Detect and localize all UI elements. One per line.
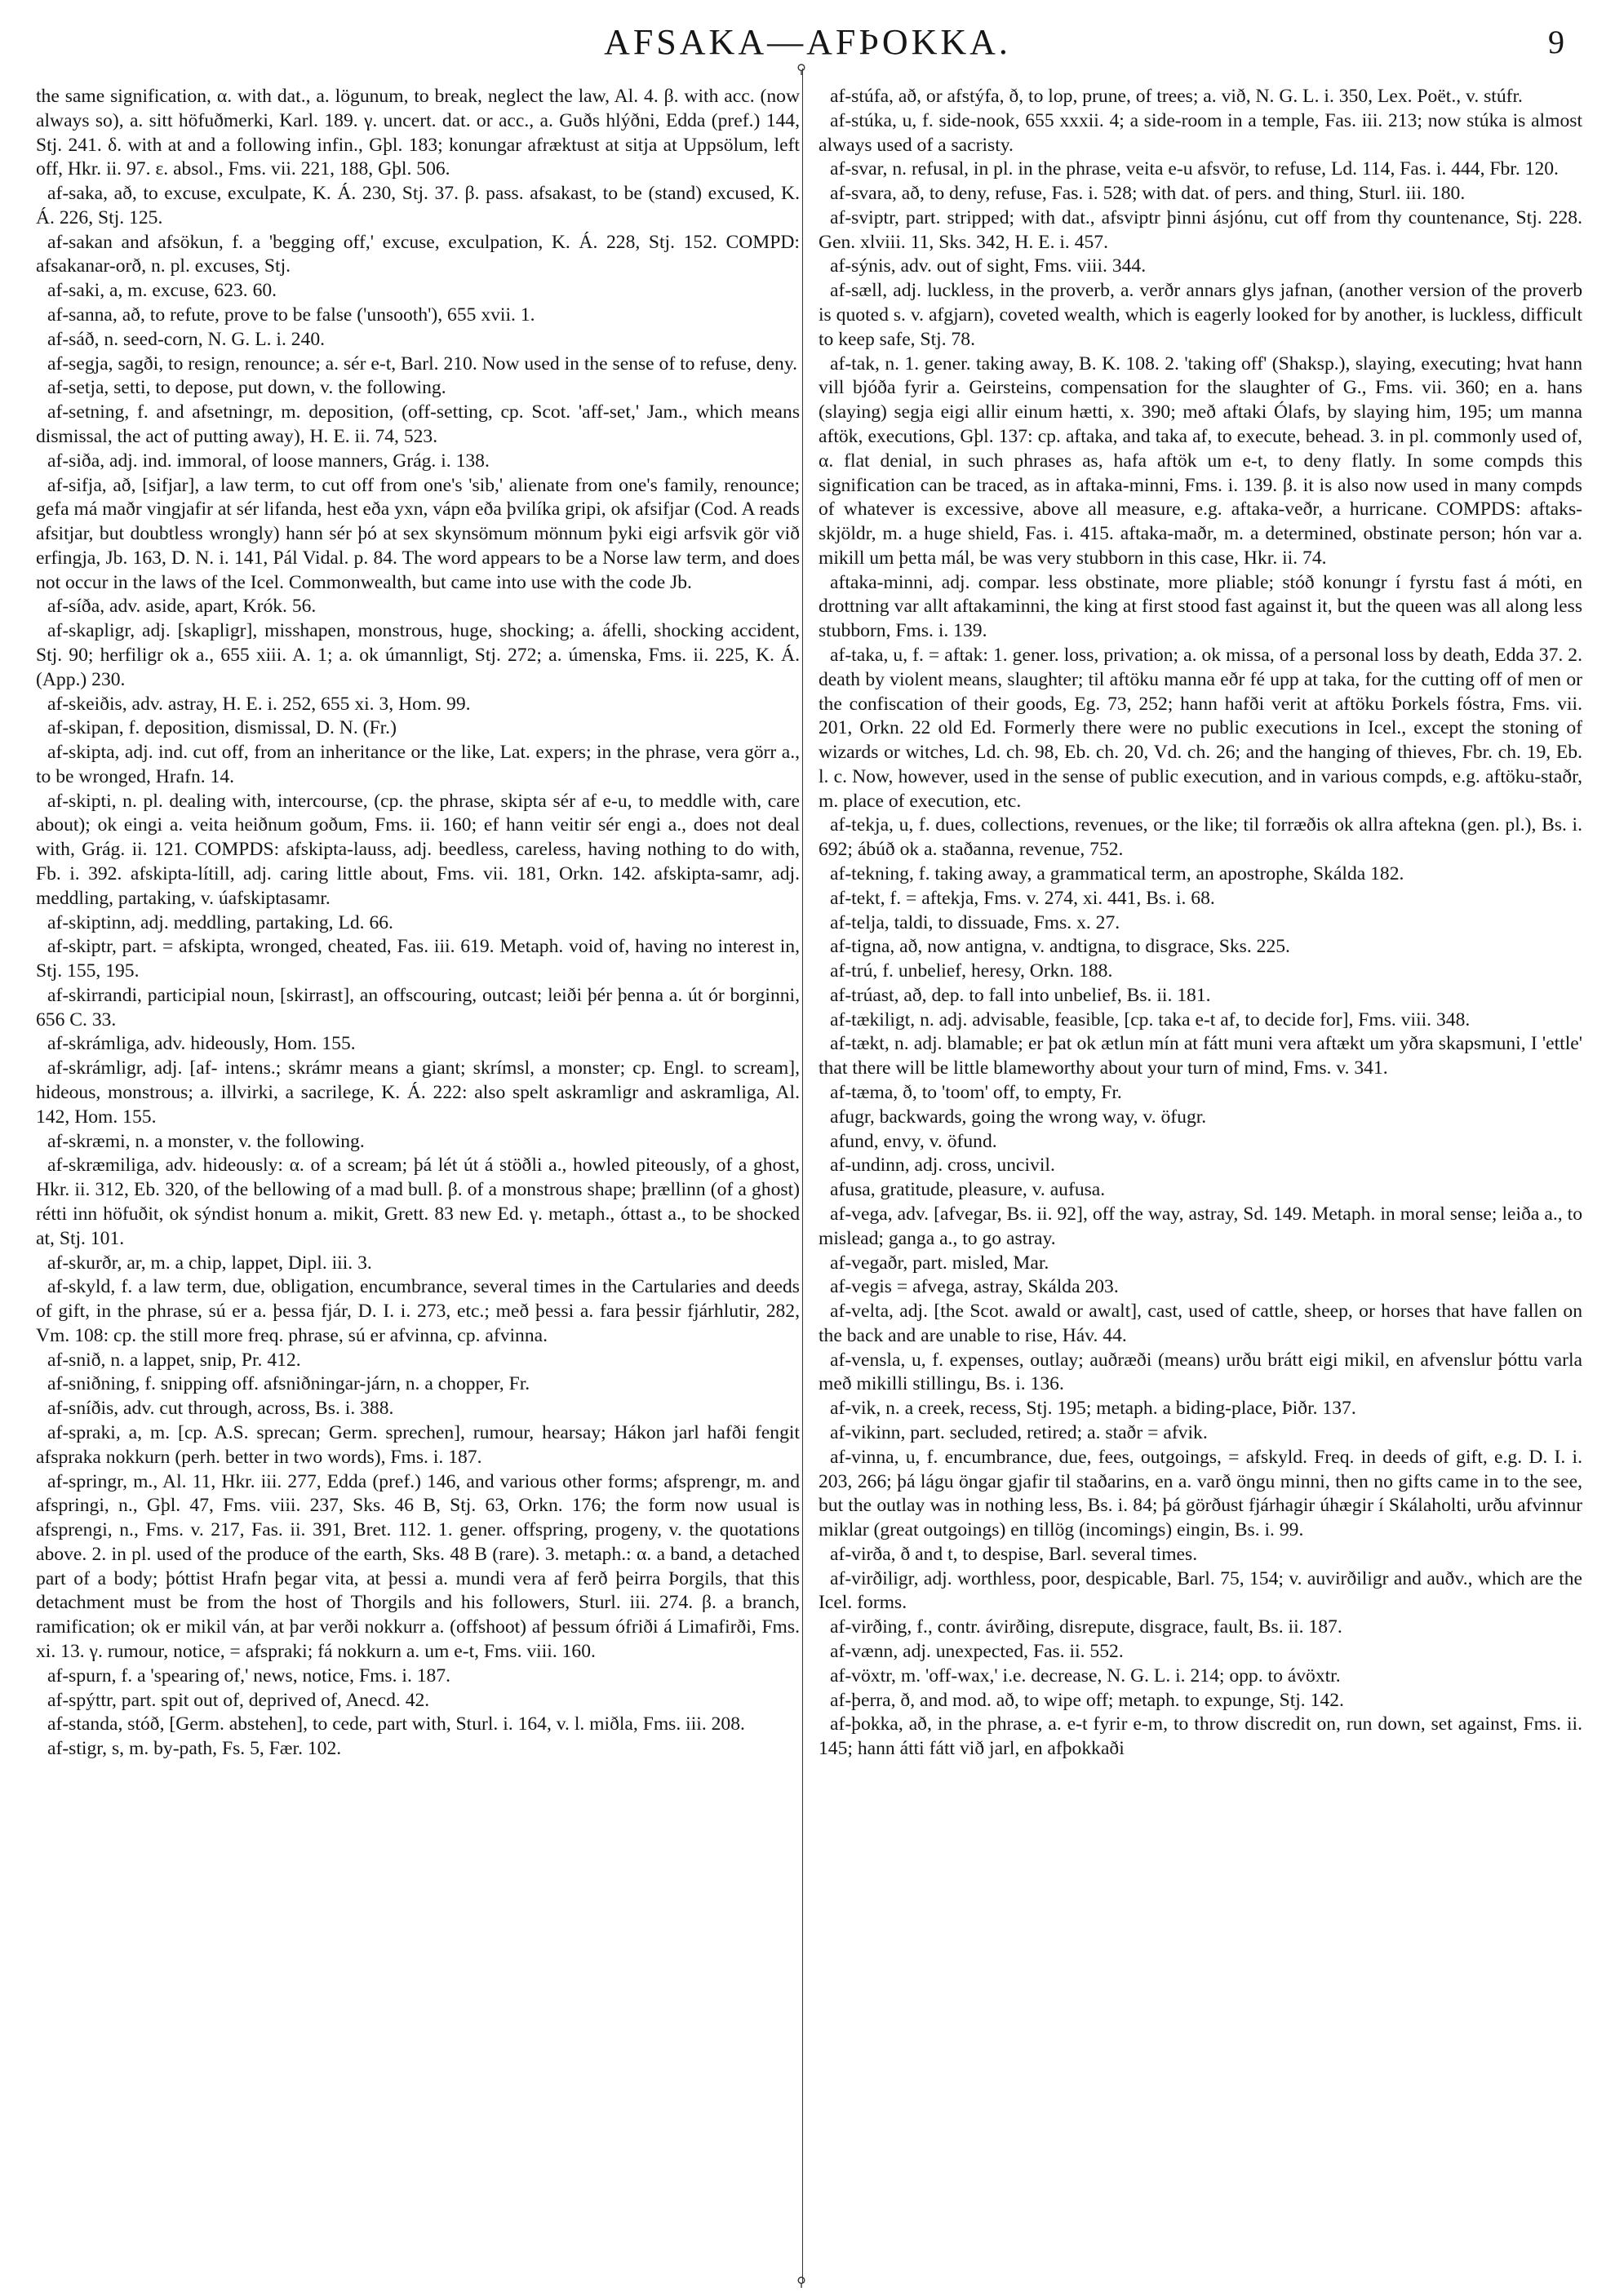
- dictionary-entry: af-skurðr, ar, m. a chip, lappet, Dipl. iii. 3.: [47, 1252, 372, 1274]
- dictionary-entry: af-snið, n. a lappet, snip, Pr. 412.: [47, 1349, 301, 1371]
- dictionary-entry: af-skipti, n. pl. dealing with, intercourse, (cp. the phrase, skipta sér af e-u, to meddle with, care about); ok eingi a. veita heiðnum goðum, Fms. ii. 160; ef hann veitir sér engi a., does not deal with, Grág. ii. 121. COMPDS: afskipta-lauss, adj. beedless, careless, having nothing to do with, Fb. i. 392. afskipta-lítill, adj. caring little about, Fms. vii. 181, Orkn. 142. afskipta-samr, adj. meddling, partaking, v. úafskiptasamr.: [36, 790, 800, 909]
- dictionary-entry: the same signification, α. with dat., a. lögunum, to break, neglect the law, Al. 4. β. with acc. (now always so), a. sitt höfuðmerki, Karl. 189. γ. uncert. dat. or acc., a. Guðs hlýðni, Edda (pref.) 144, Stj. 241. δ. with at and a following infin., Gþl. 183; konungar afræktust at sitja at Uppsölum, left off, Hkr. ii. 97. ε. absol., Fms. vii. 221, 188, Gþl. 506.: [36, 86, 800, 180]
- dictionary-entry: afugr, backwards, going the wrong way, v. öfugr.: [830, 1106, 1207, 1128]
- dictionary-entry: af-trúast, að, dep. to fall into unbelief, Bs. ii. 181.: [830, 984, 1211, 1006]
- dictionary-entry: af-sæll, adj. luckless, in the proverb, a. verðr annars glys jafnan, (another version of the proverb is quoted s. v. afgjarn), coveted wealth, which is eagerly looked for by another, is luckless, difficult to keep safe, Stj. 78.: [819, 280, 1582, 350]
- dictionary-entry: af-vinna, u, f. encumbrance, due, fees, outgoings, = afskyld. Freq. in deeds of gift, e.g. D. I. i. 203, 266; þá lágu öngar gjafir til staðarins, en a. varð öngu minni, then no gifts came in to the see, but the outlay was in nothing less, Bs. i. 84; þá görðust fjárhagir úhægir í Skálaholti, urðu afvinnur miklar (great outgoings) en tillög (incomings) eingin, Bs. i. 99.: [819, 1446, 1582, 1541]
- dictionary-entry: af-segja, sagði, to resign, renounce; a. sér e-t, Barl. 210. Now used in the sense of to refuse, deny.: [47, 352, 798, 375]
- running-head: [0, 18, 1615, 67]
- dictionary-entry: af-telja, taldi, to dissuade, Fms. x. 27.: [830, 911, 1120, 933]
- dictionary-entry: af-vænn, adj. unexpected, Fas. ii. 552.: [830, 1641, 1124, 1662]
- dictionary-entry: afund, envy, v. öfund.: [830, 1130, 997, 1152]
- dictionary-entry: af-sníðis, adv. cut through, across, Bs. i. 388.: [47, 1398, 394, 1420]
- dictionary-entry: af-saki, a, m. excuse, 623. 60.: [47, 280, 277, 302]
- dictionary-entry: af-þokka, að, in the phrase, a. e-t fyrir e-m, to throw discredit on, run down, set against, Fms. ii. 145; hann átti fátt við jarl, en afþokkaði: [819, 1713, 1582, 1760]
- dictionary-entry: af-stigr, s, m. by-path, Fs. 5, Fær. 102.: [47, 1738, 342, 1760]
- column-divider-ornament-top: ⚲: [796, 63, 806, 77]
- dictionary-entry: af-saka, að, to excuse, exculpate, K. Á. 230, Stj. 37. β. pass. afsakast, to be (stand) excused, K. Á. 226, Stj. 125.: [36, 183, 800, 228]
- dictionary-entry: af-síða, adv. aside, apart, Krók. 56.: [47, 596, 317, 618]
- dictionary-entry: af-vöxtr, m. 'off-wax,' i.e. decrease, N. G. L. i. 214; opp. to ávöxtr.: [830, 1664, 1341, 1687]
- dictionary-entry: af-svara, að, to deny, refuse, Fas. i. 528; with dat. of pers. and thing, Sturl. iii. 180.: [830, 183, 1466, 205]
- dictionary-entry: af-spraki, a, m. [cp. A.S. sprecan; Germ. sprechen], rumour, hearsay; Hákon jarl hafði fengit afspraka nokkurn (perh. better in two words), Fms. i. 187.: [36, 1421, 800, 1468]
- dictionary-entry: af-springr, m., Al. 11, Hkr. iii. 277, Edda (pref.) 146, and various other forms; afsprengr, m. and afspringi, n., Gþl. 47, Fms. viii. 237, Sks. 46 B, Stj. 63, Orkn. 176; the form now usual is afsprengi, n., Fms. v. 217, Fas. ii. 391, Bret. 112. 1. gener. offspring, progeny, v. the quotations above. 2. in pl. used of the produce of the earth, Sks. 48 B (rare). 3. metaph.: α. a band, a detached part of a body; þóttist Hrafn þegar vita, at þessi a. mundi vera af ferð þeirra Þorgils, that this detachment must be from the host of Thorgils and his followers, Sturl. iii. 274. β. a branch, ramification; ok er mikil ván, at þar verði nokkurr a. (offshoot) af þessum ófriði á Limafirði, Fms. xi. 13. γ. rumour, notice, = afspraki; fá nokkurn a. um e-t, Fms. viii. 160.: [36, 1470, 800, 1662]
- dictionary-entry: af-sakan and afsökun, f. a 'begging off,' excuse, exculpation, K. Á. 228, Stj. 152. COMPD: afsakanar-orð, n. pl. excuses, Stj.: [36, 231, 800, 277]
- dictionary-entry: af-siða, adj. ind. immoral, of loose manners, Grág. i. 138.: [47, 450, 490, 472]
- dictionary-entry: af-stúfa, að, or afstýfa, ð, to lop, prune, of trees; a. við, N. G. L. i. 350, Lex. Poët., v. stúfr.: [830, 86, 1523, 107]
- dictionary-entry: af-sáð, n. seed-corn, N. G. L. i. 240.: [47, 328, 326, 350]
- dictionary-entry: afusa, gratitude, pleasure, v. aufusa.: [830, 1179, 1106, 1201]
- dictionary-entry: af-tæma, ð, to 'toom' off, to empty, Fr.: [830, 1082, 1122, 1104]
- dictionary-entry: af-sniðning, f. snipping off. afsniðningar-járn, n. a chopper, Fr.: [47, 1373, 530, 1395]
- dictionary-entry: af-vensla, u, f. expenses, outlay; auðræði (means) urðu brátt eigi mikil, en afvenslur þóttu varla með mikilli stillingu, Bs. i. 136.: [819, 1349, 1582, 1395]
- dictionary-entry: af-vegis = afvega, astray, Skálda 203.: [830, 1276, 1119, 1298]
- dictionary-entry: af-tigna, að, now antigna, v. andtigna, to disgrace, Sks. 225.: [830, 936, 1290, 958]
- dictionary-entry: af-taka, u, f. = aftak: 1. gener. loss, privation; a. ok missa, of a personal loss by death, Edda 37. 2. death by violent means, slaughter; til aftöku manna eðr fé upp at taka, for the cutting off of men or the confiscation of their goods, Eg. 73, 252; hann hafði verit at aftöku Þorkels fóstra, Fms. vii. 201, Orkn. 22 old Ed. Formerly there were no public executions in Icel., except the stoning of wizards or witches, Ld. ch. 98, Eb. ch. 20, Vd. ch. 26; and the hanging of thieves, Fbr. ch. 19, Eb. l. c. Now, however, used in the sense of public execution, and in various compds, e.g. aftöku-staðr, m. place of execution, etc.: [819, 644, 1582, 812]
- dictionary-entry: af-sifja, að, [sifjar], a law term, to cut off from one's 'sib,' alienate from one's family, renounce; gefa má maðr vingjafir at sér lifanda, hest eða yxn, vápn eða þvilíka gripi, ok afsifjar (Cod. A reads afsitjar, but doubtless wrongly) hann sér þó at sex skynsömum mönnum þyki eigi arfsvik gör við erfingja, Jb. 163, D. N. i. 141, Pál Vidal. p. 84. The word appears to be a Norse law term, and does not occur in the laws of the Icel. Commonwealth, but came into use with the code Jb.: [36, 474, 800, 593]
- dictionary-entry: af-tak, n. 1. gener. taking away, B. K. 108. 2. 'taking off' (Shaksp.), slaying, executing; hvat hann vill bjóða fyrir a. Geirsteins, compensation for the slaughter of G., Fms. vii. 360; en a. hans (slaying) segja eigi allir einum hætti, x. 390; með aftaki Ólafs, by slaying him, 195; um manna aftök, executions, Gþl. 137: cp. aftaka, and taka af, to execute, behead. 3. in pl. commonly used of, α. flat denial, in such phrases as, hafa aftök um e-t, to deny flatly. In some compds this signification can be traced, as in aftaka-minni, Fms. i. 139. β. it is also now used in many compds of whatever is excessive, above all measure, e.g. aftaka-veðr, a hurricane. COMPDS: aftaks-skjöldr, m. a huge shield, Fas. i. 415. aftaka-maðr, m. a determined, obstinate person; hón var a. mikill um þetta mál, be was very stubborn in this case, Hkr. ii. 74.: [819, 352, 1582, 569]
- page-number: 9: [1548, 24, 1564, 60]
- running-head-title: AFSAKA—AFÞOKKA.: [604, 22, 1011, 62]
- dictionary-entry: af-skræmi, n. a monster, v. the following.: [47, 1130, 365, 1152]
- dictionary-entry: af-skræmiliga, adv. hideously: α. of a scream; þá lét út á stöðli a., howled piteously, of a ghost, Hkr. ii. 312, Eb. 320, of the bellowing of a mad bull. β. of a monstrous shape; þrællinn (of a ghost) rétti inn höfuðit, ok sýndist honum a. mikit, Grett. 83 new Ed. γ. metaph., óttast a., to be shocked at, Stj. 101.: [36, 1155, 800, 1249]
- dictionary-entry: af-trú, f. unbelief, heresy, Orkn. 188.: [830, 960, 1113, 982]
- dictionary-entry: aftaka-minni, adj. compar. less obstinate, more pliable; stóð konungr í fyrstu fast á móti, en drottning var allt aftakaminni, the king at first stood fast against it, but the queen was all along less stubborn, Fms. i. 139.: [819, 571, 1582, 642]
- dictionary-entry: af-þerra, ð, and mod. að, to wipe off; metaph. to expunge, Stj. 142.: [830, 1689, 1344, 1711]
- dictionary-entry: af-skipta, adj. ind. cut off, from an inheritance or the like, Lat. expers; in the phrase, vera görr a., to be wronged, Hrafn. 14.: [36, 742, 800, 787]
- dictionary-entry: af-spýttr, part. spit out of, deprived of, Anecd. 42.: [47, 1689, 430, 1711]
- dictionary-entry: af-skirrandi, participial noun, [skirrast], an offscouring, outcast; leiði þér þenna a. út ór borginni, 656 C. 33.: [36, 984, 800, 1031]
- dictionary-entry: af-tekja, u, f. dues, collections, revenues, or the like; til forræðis ok allra aftekna (gen. pl.), Bs. i. 692; ábúð ok a. staðanna, revenue, 752.: [819, 814, 1582, 861]
- dictionary-entry: af-virðing, f., contr. ávirðing, disrepute, disgrace, fault, Bs. ii. 187.: [830, 1616, 1342, 1638]
- dictionary-entry: af-stúka, u, f. side-nook, 655 xxxii. 4; a side-room in a temple, Fas. iii. 213; now stúka is almost always used of a sacristy.: [819, 109, 1582, 156]
- column-divider-ornament-bottom: ⚲: [796, 2276, 806, 2289]
- dictionary-entry: af-skapligr, adj. [skapligr], misshapen, monstrous, huge, shocking; a. áfelli, shocking accident, Stj. 90; herfiligr ok a., 655 xiii. A. 1; a. ok úmannligt, Stj. 272; a. úmenska, Fms. ii. 225, K. Á. (App.) 230.: [36, 620, 800, 690]
- column-divider: [802, 69, 803, 2283]
- right-column: [819, 85, 1582, 2278]
- dictionary-entry: af-skipan, f. deposition, dismissal, D. N. (Fr.): [47, 717, 397, 739]
- dictionary-entry: af-standa, stóð, [Germ. abstehen], to cede, part with, Sturl. i. 164, v. l. miðla, Fms. iii. 208.: [47, 1713, 745, 1735]
- dictionary-entry: af-spurn, f. a 'spearing of,' news, notice, Fms. i. 187.: [47, 1664, 451, 1687]
- dictionary-entry: af-tekt, f. = aftekja, Fms. v. 274, xi. 441, Bs. i. 68.: [830, 887, 1215, 909]
- dictionary-entry: af-skrámliga, adv. hideously, Hom. 155.: [47, 1033, 356, 1055]
- dictionary-entry: af-vegaðr, part. misled, Mar.: [830, 1252, 1049, 1274]
- dictionary-entry: af-vega, adv. [afvegar, Bs. ii. 92], off the way, astray, Sd. 149. Metaph. in moral sense; leiða a., to mislead; ganga a., to go astray.: [819, 1203, 1582, 1249]
- dictionary-entry: af-tekning, f. taking away, a grammatical term, an apostrophe, Skálda 182.: [830, 863, 1404, 884]
- dictionary-entry: af-undinn, adj. cross, uncivil.: [830, 1155, 1055, 1177]
- dictionary-entry: af-skrámligr, adj. [af- intens.; skrámr means a giant; skrímsl, a monster; cp. Engl. to scream], hideous, monstrous; a. illvirki, a sacrilege, K. Á. 222: also spelt askramligr and askramliga, Al. 142, Hom. 155.: [36, 1057, 800, 1128]
- dictionary-entry: af-tækiligt, n. adj. advisable, feasible, [cp. taka e-t af, to decide for], Fms. viii. 348.: [830, 1008, 1471, 1031]
- dictionary-entry: af-virðiligr, adj. worthless, poor, despicable, Barl. 75, 154; v. auvirðiligr and auðv., which are the Icel. forms.: [819, 1567, 1582, 1614]
- dictionary-entry: af-tækt, n. adj. blamable; er þat ok ætlun mín at fátt muni vera aftækt um yðra skapsmuni, I 'ettle' that there will be little blameworthy about your turn of mind, Fms. v. 341.: [819, 1033, 1582, 1079]
- dictionary-entry: af-sanna, að, to refute, prove to be false ('unsooth'), 655 xvii. 1.: [47, 304, 535, 326]
- dictionary-entry: af-setning, f. and afsetningr, m. deposition, (off-setting, cp. Scot. 'aff-set,' Jam., which means dismissal, the act of putting away), H. E. ii. 74, 523.: [36, 401, 800, 447]
- dictionary-entry: af-velta, adj. [the Scot. awald or awalt], cast, used of cattle, sheep, or horses that have fallen on the back and are unable to rise, Háv. 44.: [819, 1301, 1582, 1346]
- left-column: [36, 85, 800, 2278]
- dictionary-entry: af-sviptr, part. stripped; with dat., afsviptr þinni ásjónu, cut off from thy countenance, Stj. 228. Gen. xlviii. 11, Sks. 342, H. E. i. 457.: [819, 206, 1582, 253]
- dictionary-entry: af-sýnis, adv. out of sight, Fms. viii. 344.: [830, 255, 1147, 277]
- dictionary-entry: af-vikinn, part. secluded, retired; a. staðr = afvik.: [830, 1421, 1208, 1443]
- dictionary-entry: af-skeiðis, adv. astray, H. E. i. 252, 655 xi. 3, Hom. 99.: [47, 693, 471, 715]
- dictionary-entry: af-skiptinn, adj. meddling, partaking, Ld. 66.: [47, 911, 393, 933]
- dictionary-entry: af-svar, n. refusal, in pl. in the phrase, veita e-u afsvör, to refuse, Ld. 114, Fas. i. 444, Fbr. 120.: [830, 158, 1559, 180]
- dictionary-entry: af-vik, n. a creek, recess, Stj. 195; metaph. a biding-place, Þiðr. 137.: [830, 1398, 1356, 1420]
- dictionary-entry: af-virða, ð and t, to despise, Barl. several times.: [830, 1543, 1198, 1565]
- dictionary-entry: af-skiptr, part. = afskipta, wronged, cheated, Fas. iii. 619. Metaph. void of, having no interest in, Stj. 155, 195.: [36, 936, 800, 982]
- dictionary-entry: af-skyld, f. a law term, due, obligation, encumbrance, several times in the Cartularies and deeds of gift, in the phrase, sú er a. þessa fjár, D. I. i. 273, etc.; með þessi a. fara þessir fjárhlutir, 282, Vm. 108: cp. the still more freq. phrase, sú er afvinna, cp. afvinna.: [36, 1276, 800, 1346]
- dictionary-entry: af-setja, setti, to depose, put down, v. the following.: [47, 377, 446, 399]
